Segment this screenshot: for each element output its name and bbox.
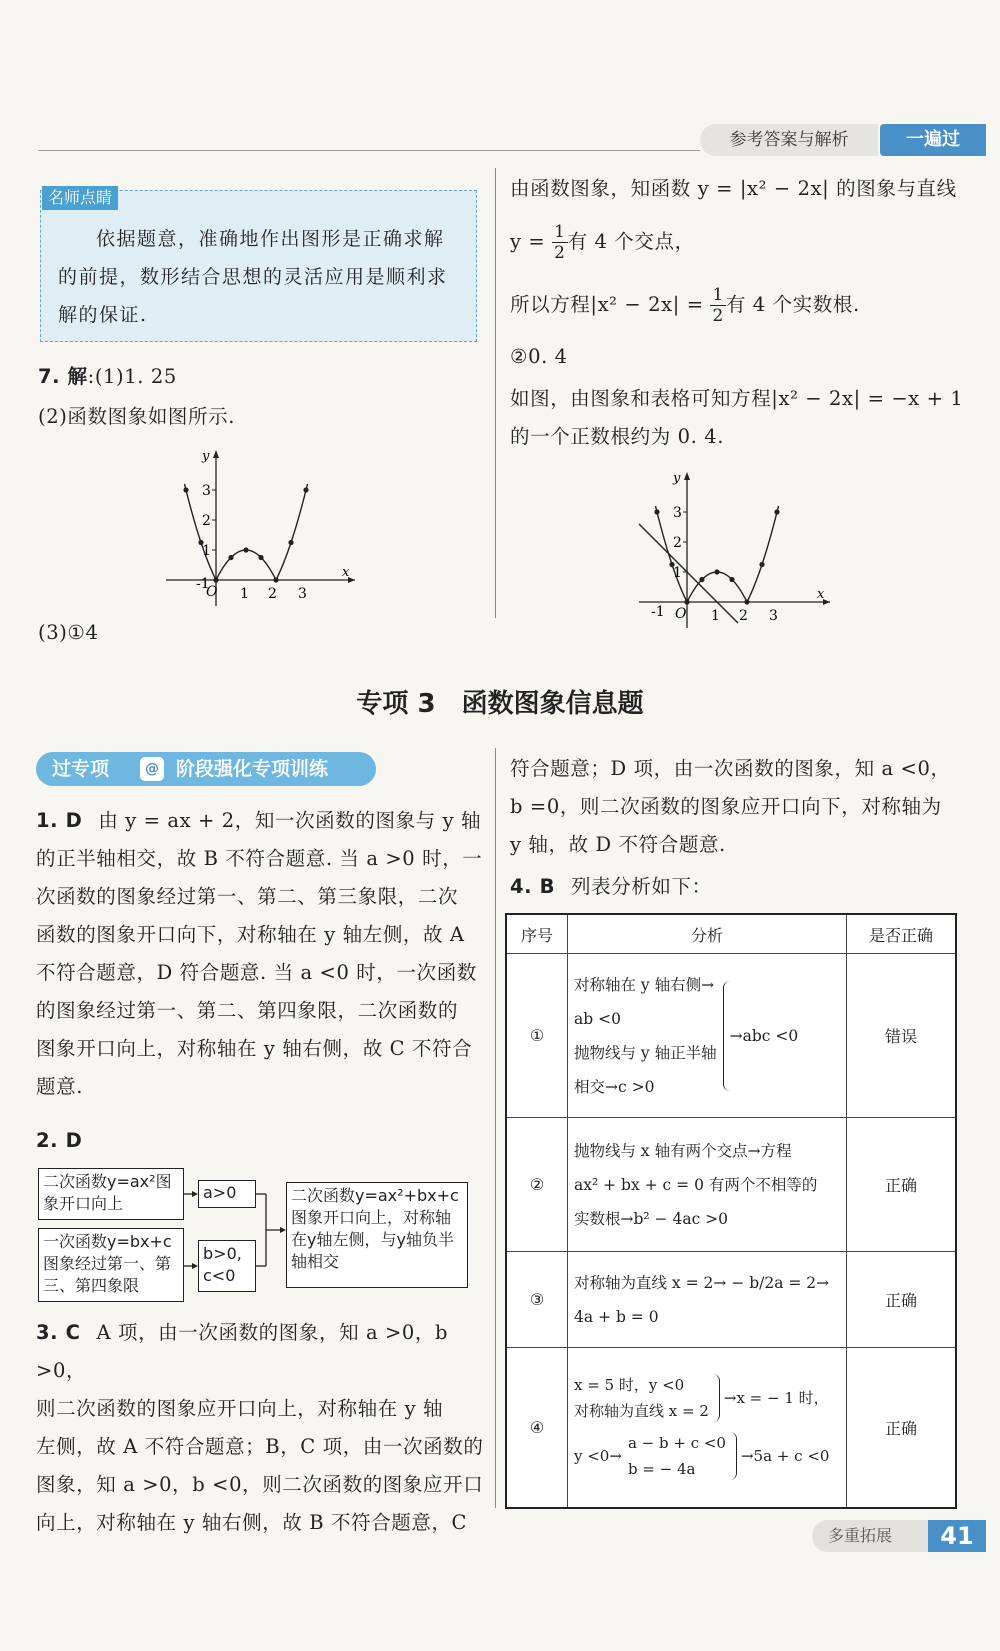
row-no: ② bbox=[506, 1118, 568, 1252]
tick-y-1: 1 bbox=[673, 565, 682, 581]
q1-line: 函数的图象开口向下，对称轴在 y 轴左侧，故 A bbox=[36, 923, 465, 946]
rt-line3 bbox=[510, 285, 860, 326]
analysis-line: 实数根→b² − 4ac >0 bbox=[574, 1209, 729, 1228]
y-axis-arrow bbox=[684, 472, 690, 480]
data-point bbox=[774, 509, 779, 514]
q7-part1 bbox=[38, 358, 177, 396]
practice-banner bbox=[36, 752, 376, 786]
q3-line: 向上，对称轴在 y 轴右侧，故 B 不符合题意，C bbox=[36, 1511, 468, 1534]
banner-right: 阶段强化专项训练 bbox=[176, 758, 329, 780]
data-point bbox=[684, 599, 689, 604]
row-verdict: 正确 bbox=[847, 1118, 957, 1252]
column-divider-bottom bbox=[495, 748, 496, 1508]
analysis-result: →abc <0 bbox=[729, 1026, 799, 1045]
data-point bbox=[744, 599, 749, 604]
analysis-line: 抛物线与 y 轴正半轴 bbox=[574, 1043, 717, 1062]
fraction-half bbox=[710, 285, 725, 326]
column-divider-top bbox=[495, 168, 496, 618]
tick-y-3: 3 bbox=[673, 505, 682, 521]
q1-line: 的正半轴相交，故 B 不符合题意. 当 a >0 时，一 bbox=[36, 847, 483, 870]
tip-line: 的前提，数形结合思想的灵活应用是顺利求 bbox=[58, 266, 448, 288]
target-icon: @ bbox=[140, 757, 164, 781]
rt-line2 bbox=[510, 222, 695, 263]
row-verdict: 正确 bbox=[847, 1348, 957, 1508]
tick-x-1: 1 bbox=[711, 608, 720, 624]
tip-line: 依据题意，准确地作出图形是正确求解 bbox=[96, 228, 445, 250]
footer-tab bbox=[812, 1520, 986, 1552]
table-row bbox=[506, 1118, 956, 1252]
tip-body bbox=[58, 220, 468, 334]
analysis-line: →5a + c <0 bbox=[740, 1447, 830, 1466]
table-header-row bbox=[506, 914, 956, 954]
y-axis-arrow bbox=[213, 450, 219, 458]
row-no: ④ bbox=[506, 1348, 568, 1508]
y-axis-label: y bbox=[673, 471, 681, 486]
tip-tag: 名师点睛 bbox=[42, 186, 118, 210]
q4-label: 4. B bbox=[510, 875, 556, 898]
data-point bbox=[729, 577, 734, 582]
table-row bbox=[506, 1348, 956, 1508]
data-point bbox=[228, 555, 233, 560]
row-analysis bbox=[568, 1118, 847, 1252]
analysis-line: y <0→ bbox=[574, 1447, 622, 1466]
analysis-line: 相交→c >0 bbox=[574, 1077, 655, 1096]
data-point bbox=[183, 487, 188, 492]
rt-line2-post: 有 4 个交点， bbox=[567, 230, 695, 253]
rt-line1: 由函数图象，知函数 y = |x² − 2x| 的图象与直线 bbox=[510, 177, 957, 200]
section-title: 专项 3 函数图象信息题 bbox=[356, 689, 644, 719]
header-cell: 是否正确 bbox=[847, 914, 957, 954]
rt-line5: 如图，由图象和表格可知方程|x² − 2x| = −x + 1 bbox=[510, 387, 964, 410]
fraction-num: 1 bbox=[712, 285, 724, 305]
row-verdict: 正确 bbox=[847, 1252, 957, 1348]
tick-x-2: 2 bbox=[268, 586, 277, 602]
tick-y-2: 2 bbox=[673, 535, 682, 551]
q1-label: 1. D bbox=[36, 809, 83, 832]
tick-y-2: 2 bbox=[202, 513, 211, 529]
rm-line: y 轴，故 D 不符合题意. bbox=[510, 833, 726, 856]
data-point bbox=[243, 547, 248, 552]
fraction-half bbox=[552, 222, 567, 263]
rt-line3-pre: 所以方程|x² − 2x| = bbox=[510, 293, 704, 316]
analysis-line: 对称轴在 y 轴右侧→ bbox=[574, 975, 715, 994]
q3-line-text: A 项，由一次函数的图象，知 a >0，b >0， bbox=[36, 1321, 449, 1382]
graph-left bbox=[160, 448, 360, 608]
points bbox=[654, 509, 779, 604]
points bbox=[183, 487, 308, 582]
flow-box-quadratic: 二次函数y=ax²图象开口向上 bbox=[38, 1168, 184, 1220]
q3-line: 左侧，故 A 不符合题意；B，C 项，由一次函数的 bbox=[36, 1435, 484, 1458]
fraction-den: 2 bbox=[712, 306, 724, 326]
data-point bbox=[303, 487, 308, 492]
analysis-table bbox=[505, 913, 957, 1509]
x-axis-label: x bbox=[817, 587, 825, 602]
tick-x-3: 3 bbox=[769, 608, 778, 624]
tick-y-3: 3 bbox=[202, 483, 211, 499]
rm-line: b =0，则二次函数的图象应开口向下，对称轴为 bbox=[510, 795, 942, 818]
q4-header bbox=[510, 868, 712, 906]
origin-label: O bbox=[206, 584, 218, 600]
q1-line-text: 由 y = ax + 2，知一次函数的图象与 y 轴 bbox=[98, 809, 482, 832]
row-no: ① bbox=[506, 954, 568, 1118]
fraction-den: 2 bbox=[554, 243, 566, 263]
analysis-line: b = − 4a bbox=[627, 1460, 696, 1479]
q1-line: 题意. bbox=[36, 1075, 83, 1098]
q7-label: 7. 解 bbox=[38, 365, 88, 388]
header-section-tab: 参考答案与解析 bbox=[700, 124, 878, 156]
q1-line bbox=[36, 802, 486, 840]
analysis-line: 对称轴为直线 x = 2→ − b/2a = 2→ bbox=[574, 1273, 830, 1292]
rt-line4: ②0. 4 bbox=[510, 345, 568, 368]
banner-left: 过专项 bbox=[52, 758, 110, 780]
table-row bbox=[506, 954, 956, 1118]
q1-line: 不符合题意，D 符合题意. 当 a <0 时，一次函数 bbox=[36, 961, 477, 984]
analysis-line: 对称轴为直线 x = 2 bbox=[574, 1402, 709, 1421]
row-no: ③ bbox=[506, 1252, 568, 1348]
data-point bbox=[759, 562, 764, 567]
table-row bbox=[506, 1252, 956, 1348]
q7-part1-text: :(1)1. 25 bbox=[87, 365, 177, 388]
q2-label: 2. D bbox=[36, 1129, 83, 1152]
data-point bbox=[273, 577, 278, 582]
row-verdict: 错误 bbox=[847, 954, 957, 1118]
q3-line: 图象，知 a >0，b <0，则二次函数的图象应开口 bbox=[36, 1473, 484, 1496]
q1-line: 的图象经过第一、第二、第四象限，二次函数的 bbox=[36, 999, 459, 1022]
data-point bbox=[699, 577, 704, 582]
flow-box-a: a>0 bbox=[198, 1180, 256, 1208]
fraction-num: 1 bbox=[554, 222, 566, 242]
q1-line: 图象开口向上，对称轴在 y 轴右侧，故 C 不符合 bbox=[36, 1037, 473, 1060]
flow-box-bc: b>0, c<0 bbox=[198, 1240, 256, 1292]
data-point bbox=[213, 577, 218, 582]
flow-arrows bbox=[184, 1170, 288, 1300]
flow-box-linear: 一次函数y=bx+c图象经过第一、第三、第四象限 bbox=[38, 1228, 184, 1302]
origin-label: O bbox=[675, 606, 687, 622]
q3-label: 3. C bbox=[36, 1321, 81, 1344]
data-point bbox=[714, 569, 719, 574]
y-axis-label: y bbox=[202, 449, 210, 464]
rm-line: 符合题意；D 项，由一次函数的图象，知 a <0， bbox=[510, 757, 951, 780]
analysis-line: →x = − 1 时， bbox=[723, 1389, 829, 1408]
tick-y-1: 1 bbox=[202, 543, 211, 559]
row-analysis bbox=[568, 954, 847, 1118]
header-cell: 序号 bbox=[506, 914, 568, 954]
rt-line6: 的一个正数根约为 0. 4. bbox=[510, 425, 725, 448]
q4-text: 列表分析如下： bbox=[571, 875, 712, 898]
q7-part3: (3)①4 bbox=[38, 621, 99, 644]
header-cell: 分析 bbox=[568, 914, 847, 954]
rt-line2-pre: y = bbox=[510, 230, 546, 253]
tick-x-neg1: -1 bbox=[651, 604, 665, 620]
header-logo: 一遍过 bbox=[880, 124, 986, 156]
data-point bbox=[654, 509, 659, 514]
tip-line: 解的保证. bbox=[58, 304, 148, 326]
row-analysis bbox=[568, 1252, 847, 1348]
data-point bbox=[288, 540, 293, 545]
tick-x-3: 3 bbox=[298, 586, 307, 602]
q1-line: 次函数的图象经过第一、第二、第三象限，二次 bbox=[36, 885, 459, 908]
footer-label: 多重拓展 bbox=[828, 1526, 893, 1545]
q3-line bbox=[36, 1314, 486, 1390]
analysis-line: ax² + bx + c = 0 有两个不相等的 bbox=[574, 1175, 818, 1194]
data-point bbox=[258, 555, 263, 560]
q3-line: 则二次函数的图象应开口向上，对称轴在 y 轴 bbox=[36, 1397, 444, 1420]
analysis-line: 4a + b = 0 bbox=[574, 1307, 659, 1326]
analysis-line: a − b + c <0 bbox=[627, 1434, 726, 1453]
rt-line3-post: 有 4 个实数根. bbox=[725, 293, 860, 316]
row-analysis bbox=[568, 1348, 847, 1508]
x-axis-label: x bbox=[342, 565, 350, 580]
tick-x-2: 2 bbox=[739, 608, 748, 624]
tick-x-neg1: -1 bbox=[196, 576, 210, 592]
analysis-line: 抛物线与 x 轴有两个交点→方程 bbox=[574, 1141, 792, 1160]
q1-block bbox=[36, 802, 486, 1106]
rm-block bbox=[510, 750, 960, 864]
flow-box-result: 二次函数y=ax²+bx+c图象开口向上，对称轴在y轴左侧，与y轴负半轴相交 bbox=[286, 1182, 468, 1288]
page-number: 41 bbox=[928, 1520, 986, 1552]
graph-right bbox=[635, 470, 835, 630]
q7-part2: (2)函数图象如图所示. bbox=[38, 405, 236, 428]
q3-block bbox=[36, 1314, 486, 1542]
analysis-line: x = 5 时，y <0 bbox=[574, 1376, 685, 1395]
tick-x-1: 1 bbox=[240, 586, 249, 602]
header-rule bbox=[38, 150, 700, 151]
analysis-line: ab <0 bbox=[574, 1009, 621, 1028]
